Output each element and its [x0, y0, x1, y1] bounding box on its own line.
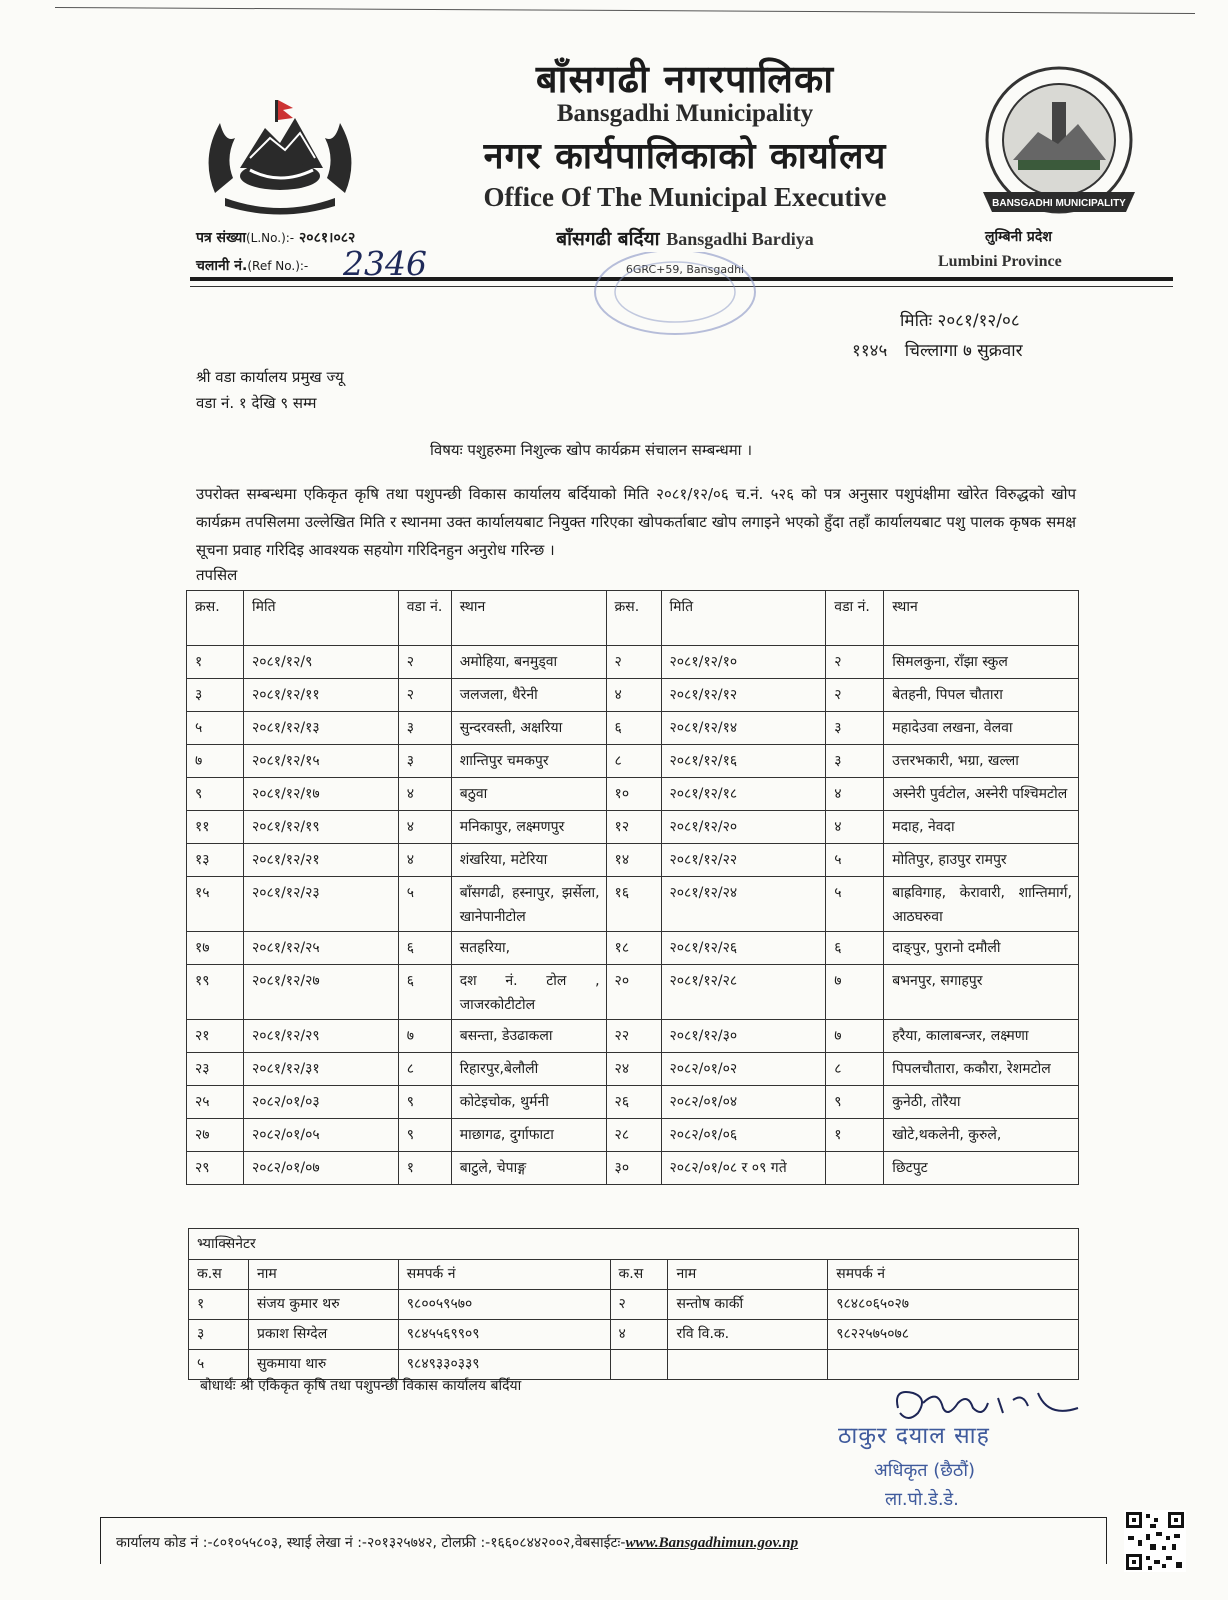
schedule-cell-sn: ५	[187, 712, 244, 745]
schedule-cell-sn: ८	[606, 745, 661, 778]
vaccinator-cell-contact: ९८४९३३०३३९	[398, 1350, 610, 1380]
signatory-name: ठाकुर दयाल साह	[838, 1423, 990, 1449]
schedule-cell-ward: १	[398, 1152, 451, 1185]
schedule-cell-sn: १८	[606, 932, 661, 965]
schedule-cell-ward: ७	[398, 1020, 451, 1053]
schedule-cell-date: २०८१/१२/१३	[243, 712, 398, 745]
schedule-cell-ward: ५	[826, 877, 884, 932]
handwritten-number: ११४५	[852, 341, 888, 361]
schedule-header-date: मिति	[661, 591, 826, 646]
schedule-cell-ward: ४	[826, 811, 884, 844]
schedule-cell-sn: १६	[606, 877, 661, 932]
schedule-cell-sn: ३	[187, 679, 244, 712]
schedule-cell-ward: ८	[826, 1053, 884, 1086]
location-en: Bansgadhi Bardiya	[666, 229, 814, 249]
vaccinator-cell-name: रवि वि.क.	[668, 1320, 828, 1350]
schedule-cell-date: २०८१/१२/१४	[661, 712, 826, 745]
vaccinator-cell-sn	[610, 1350, 668, 1380]
footer-codes: कार्यालय कोड नं :-८०१०५५८०३, स्थाई लेखा नं :-२०१३२५७४२, टोलफ्री :-१६६०८४४२००२,वेबसाईटः-	[116, 1535, 626, 1551]
schedule-row	[187, 1020, 1079, 1053]
schedule-cell-sn: २५	[187, 1086, 244, 1119]
schedule-cell-ward: ३	[826, 745, 884, 778]
schedule-cell-place: हरैया, कालाबन्जर, लक्ष्मणा	[884, 1020, 1079, 1053]
schedule-cell-place: अमोहिया, बनमुड्वा	[451, 646, 606, 679]
schedule-cell-place: बाह्रविगाह, केरावारी, शान्तिमार्ग, आठघरुवा	[884, 877, 1079, 932]
schedule-header-ward: वडा नं.	[826, 591, 884, 646]
schedule-cell-date: २०८२/०१/०८ र ०९ गते	[661, 1152, 826, 1185]
schedule-row	[187, 932, 1079, 965]
schedule-cell-place: बसन्ता, डेउढाकला	[451, 1020, 606, 1053]
schedule-cell-place: मदाह, नेवदा	[884, 811, 1079, 844]
vaccinator-row	[189, 1320, 1079, 1350]
schedule-cell-date: २०८१/१२/१८	[661, 778, 826, 811]
schedule-cell-sn: २०	[606, 965, 661, 1020]
schedule-cell-ward: २	[826, 646, 884, 679]
schedule-row	[187, 1053, 1079, 1086]
reference-number	[196, 256, 308, 275]
schedule-cell-sn: १९	[187, 965, 244, 1020]
schedule-cell-date: २०८१/१२/३०	[661, 1020, 826, 1053]
schedule-cell-ward: ४	[398, 844, 451, 877]
schedule-row	[187, 679, 1079, 712]
schedule-cell-date: २०८१/१२/२६	[661, 932, 826, 965]
schedule-cell-ward: ५	[826, 844, 884, 877]
schedule-cell-ward: ७	[826, 1020, 884, 1053]
schedule-cell-place: दश नं. टोल , जाजरकोटीटोल	[451, 965, 606, 1020]
schedule-cell-ward: ४	[398, 811, 451, 844]
vaccinator-cell-contact: ९८४५५६९९०९	[398, 1320, 610, 1350]
schedule-cell-date: २०८२/०१/०२	[661, 1053, 826, 1086]
schedule-cell-place: सिमलकुना, राँझा स्कुल	[884, 646, 1079, 679]
vaccinator-cell-contact: ९८२२५७५०७८	[828, 1320, 1079, 1350]
vaccinator-table	[188, 1228, 1079, 1380]
vaccinator-header-sn: क.स	[189, 1260, 249, 1290]
schedule-cell-date: २०८१/१२/२९	[243, 1020, 398, 1053]
schedule-cell-sn: २१	[187, 1020, 244, 1053]
location-line	[415, 225, 955, 251]
schedule-cell-place: कुनेठी, तोरैया	[884, 1086, 1079, 1119]
schedule-row	[187, 965, 1079, 1020]
schedule-cell-sn: २८	[606, 1119, 661, 1152]
letter-date: मितिः २०८१/१२/०८	[900, 311, 1020, 331]
municipality-name-np: बाँसगढी नगरपालिका	[535, 57, 835, 101]
letter-date-day	[852, 338, 1023, 361]
vaccinator-cell-contact: ९८४८०६५०२७	[828, 1290, 1079, 1320]
schedule-cell-date: २०८१/१२/१५	[243, 745, 398, 778]
schedule-cell-ward: २	[398, 646, 451, 679]
subject-line: विषयः पशुहरुमा निशुल्क खोप कार्यक्रम संचालन सम्बन्धमा ।	[430, 441, 753, 459]
footer-website-link[interactable]: www.Bansgadhimun.gov.np	[625, 1535, 799, 1551]
schedule-cell-date: २०८२/०१/०४	[661, 1086, 826, 1119]
schedule-cell-sn: ७	[187, 745, 244, 778]
location-np: बाँसगढी बर्दिया	[556, 228, 660, 250]
schedule-cell-date: २०८१/१२/२७	[243, 965, 398, 1020]
schedule-row	[187, 712, 1079, 745]
schedule-cell-ward: ६	[826, 932, 884, 965]
schedule-cell-place: शान्तिपुर चमकपुर	[451, 745, 606, 778]
schedule-cell-date: २०८१/१२/२४	[661, 877, 826, 932]
office-stamp-icon	[590, 252, 760, 342]
vaccinator-header-sn: क.स	[610, 1260, 668, 1290]
schedule-cell-ward: ३	[826, 712, 884, 745]
date-day: चिल्लागा ७ सुक्रवार	[904, 341, 1023, 361]
schedule-cell-ward: ८	[398, 1053, 451, 1086]
letter-number-label: पत्र संख्या	[196, 230, 246, 246]
schedule-cell-date: २०८१/१२/१२	[661, 679, 826, 712]
footer-info	[116, 1533, 798, 1552]
schedule-row	[187, 745, 1079, 778]
schedule-header-ward: वडा नं.	[398, 591, 451, 646]
schedule-cell-date: २०८१/१२/२८	[661, 965, 826, 1020]
qr-code-icon	[1124, 1510, 1186, 1572]
schedule-cell-sn: ११	[187, 811, 244, 844]
letter-number-en: (L.No.):-	[245, 231, 295, 245]
schedule-cell-ward: ६	[398, 932, 451, 965]
schedule-cell-place: मनिकापुर, लक्ष्मणपुर	[451, 811, 606, 844]
schedule-cell-ward: २	[398, 679, 451, 712]
vaccinator-cell-name: प्रकाश सिग्देल	[248, 1320, 398, 1350]
vaccinator-caption: भ्याक्सिनेटर	[189, 1229, 1079, 1260]
schedule-cell-sn: ४	[606, 679, 661, 712]
vaccinator-cell-sn: १	[189, 1290, 249, 1320]
schedule-cell-ward: २	[826, 679, 884, 712]
schedule-cell-place: बठुवा	[451, 778, 606, 811]
schedule-cell-sn: १५	[187, 877, 244, 932]
vaccinator-cell-contact	[828, 1350, 1079, 1380]
schedule-cell-place: खोटे,थकलेनी, कुरुले,	[884, 1119, 1079, 1152]
ref-number-label: चलानी नं.	[196, 258, 248, 274]
schedule-cell-sn: १२	[606, 811, 661, 844]
schedule-row	[187, 811, 1079, 844]
schedule-cell-date: २०८१/१२/२५	[243, 932, 398, 965]
schedule-cell-date: २०८१/१२/१७	[243, 778, 398, 811]
schedule-cell-place: सतहरिया,	[451, 932, 606, 965]
schedule-cell-sn: २९	[187, 1152, 244, 1185]
schedule-cell-place: छिटपुट	[884, 1152, 1079, 1185]
schedule-cell-sn: २२	[606, 1020, 661, 1053]
schedule-cell-date: २०८१/१२/१०	[661, 646, 826, 679]
schedule-cell-ward: ३	[398, 745, 451, 778]
schedule-cell-place: पिपलचौतारा, ककौरा, रेशमटोल	[884, 1053, 1079, 1086]
schedule-header-sn: क्रस.	[606, 591, 661, 646]
schedule-cell-date: २०८२/०१/०५	[243, 1119, 398, 1152]
letter-body: उपरोक्त सम्बन्धमा एकिकृत कृषि तथा पशुपन्छी विकास कार्यालय बर्दियाको मिति २०८१/१२/०६ च.नं. ५२६ को पत्र अनुसार पशुपंक्षीमा खोरेत विरुद्धको खोप कार्यक्रम तपसिलमा उल्लेखित मिति र स्थानमा उक्त कार्यालयबाट नियुक्त गरिएका खोपकर्ताबाट खोप लगाइने भएको हुँदा तहाँ कार्यालयबाट पशु पालक कृषक समक्ष सूचना प्रवाह गरिदिइ आवश्यक सहयोग गरिदिनहुन अनुरोध गरिन्छ ।	[196, 485, 1076, 559]
schedule-header-place: स्थान	[884, 591, 1079, 646]
schedule-row	[187, 844, 1079, 877]
vaccinator-cell-sn: ५	[189, 1350, 249, 1380]
schedule-cell-place: बभनपुर, सगाहपुर	[884, 965, 1079, 1020]
schedule-cell-sn: १	[187, 646, 244, 679]
vaccinator-header-contact: समपर्क नं	[398, 1260, 610, 1290]
schedule-cell-sn: १३	[187, 844, 244, 877]
schedule-cell-ward: ४	[398, 778, 451, 811]
schedule-cell-sn: १४	[606, 844, 661, 877]
schedule-row	[187, 778, 1079, 811]
municipality-seal-icon	[978, 62, 1140, 230]
top-border	[55, 7, 1195, 14]
schedule-header-date: मिति	[243, 591, 398, 646]
schedule-cell-place: उत्तरभकारी, भग्रा, खल्ला	[884, 745, 1079, 778]
province-np: लुम्बिनी प्रदेश	[985, 229, 1052, 245]
schedule-cell-date: २०८१/१२/९	[243, 646, 398, 679]
addressee-line-1: श्री वडा कार्यालय प्रमुख ज्यू	[196, 368, 344, 386]
schedule-cell-date: २०८१/१२/३१	[243, 1053, 398, 1086]
schedule-cell-date: २०८१/१२/११	[243, 679, 398, 712]
signatory-title: अधिकृत (छैठौं)	[874, 1460, 976, 1481]
schedule-cell-sn: ९	[187, 778, 244, 811]
schedule-cell-ward: १	[826, 1119, 884, 1152]
schedule-cell-ward: ४	[826, 778, 884, 811]
schedule-row	[187, 1119, 1079, 1152]
schedule-cell-sn: २७	[187, 1119, 244, 1152]
schedule-cell-place: मोतिपुर, हाउपुर रामपुर	[884, 844, 1079, 877]
schedule-cell-ward: ६	[398, 965, 451, 1020]
schedule-header-row	[187, 591, 1079, 646]
schedule-cell-ward: ३	[398, 712, 451, 745]
vaccinator-row	[189, 1350, 1079, 1380]
schedule-cell-place: माछागढ, दुर्गाफाटा	[451, 1119, 606, 1152]
schedule-row	[187, 1152, 1079, 1185]
schedule-cell-ward: ५	[398, 877, 451, 932]
schedule-cell-sn: ३०	[606, 1152, 661, 1185]
schedule-cell-date: २०८१/१२/१९	[243, 811, 398, 844]
vaccinator-cell-name: सन्तोष कार्की	[668, 1290, 828, 1320]
vaccinator-header-name: नाम	[668, 1260, 828, 1290]
office-name-en: Office Of The Municipal Executive	[483, 182, 887, 212]
schedule-cell-place: बेतहनी, पिपल चौतारा	[884, 679, 1079, 712]
schedule-cell-place: शंखरिया, मटेरिया	[451, 844, 606, 877]
schedule-cell-sn: १७	[187, 932, 244, 965]
vaccinator-row	[189, 1290, 1079, 1320]
schedule-cell-place: जलजला, धैरेनी	[451, 679, 606, 712]
cc-line: बोधार्थः श्री एकिकृत कृषि तथा पशुपन्छी विकास कार्यालय बर्दिया	[200, 1378, 522, 1394]
schedule-row	[187, 877, 1079, 932]
schedule-cell-date: २०८१/१२/२०	[661, 811, 826, 844]
ref-number-en: (Ref No.):-	[247, 259, 309, 273]
province-en: Lumbini Province	[938, 253, 1062, 270]
schedule-cell-ward: ९	[398, 1119, 451, 1152]
vaccinator-cell-name: संजय कुमार थरु	[248, 1290, 398, 1320]
letter-number	[196, 228, 355, 247]
schedule-cell-place: रिहारपुर,बेलौली	[451, 1053, 606, 1086]
vaccinator-header-contact: समपर्क नं	[828, 1260, 1079, 1290]
vaccinator-cell-sn: ३	[189, 1320, 249, 1350]
ref-number-handwritten: 2346	[343, 244, 427, 283]
schedule-cell-date: २०८१/१२/२३	[243, 877, 398, 932]
schedule-cell-sn: २३	[187, 1053, 244, 1086]
schedule-header-place: स्थान	[451, 591, 606, 646]
schedule-cell-date: २०८२/०१/०३	[243, 1086, 398, 1119]
vaccinator-cell-name	[668, 1350, 828, 1380]
schedule-cell-date: २०८२/०१/०७	[243, 1152, 398, 1185]
vaccinator-header-name: नाम	[248, 1260, 398, 1290]
schedule-cell-ward: ९	[398, 1086, 451, 1119]
schedule-cell-sn: २६	[606, 1086, 661, 1119]
vaccinator-cell-sn: २	[610, 1290, 668, 1320]
schedule-row	[187, 646, 1079, 679]
schedule-cell-date: २०८१/१२/२१	[243, 844, 398, 877]
schedule-cell-place: महादेउवा लखना, वेलवा	[884, 712, 1079, 745]
schedule-cell-date: २०८१/१२/२२	[661, 844, 826, 877]
vaccinator-cell-name: सुकमाया थारु	[248, 1350, 398, 1380]
vaccinator-cell-contact: ९८००५९५७०	[398, 1290, 610, 1320]
addressee-line-2: वडा नं. १ देखि ९ सम्म	[196, 394, 317, 412]
office-name-np: नगर कार्यपालिकाको कार्यालय	[483, 136, 887, 177]
schedule-cell-sn: १०	[606, 778, 661, 811]
vaccinator-header-row	[189, 1260, 1079, 1290]
schedule-cell-place: बाटुले, चेपाङ्ग	[451, 1152, 606, 1185]
schedule-cell-sn: २	[606, 646, 661, 679]
nepal-emblem-icon	[195, 98, 365, 218]
vaccination-schedule-table	[186, 590, 1079, 1185]
schedule-cell-ward: ७	[826, 965, 884, 1020]
letter-number-value: २०८१।०८२	[299, 230, 356, 246]
seal-text: BANSGADHI MUNICIPALITY	[992, 198, 1126, 209]
schedule-cell-ward: ९	[826, 1086, 884, 1119]
schedule-label: तपसिल	[196, 566, 238, 584]
schedule-cell-place: कोटेइचोक, थुर्मनी	[451, 1086, 606, 1119]
plus-code: 6GRC+59, Bansgadhi	[625, 263, 745, 276]
schedule-cell-date: २०८१/१२/१६	[661, 745, 826, 778]
schedule-cell-date: २०८२/०१/०६	[661, 1119, 826, 1152]
signatory-abbr: ला.पो.डे.डे.	[885, 1489, 959, 1510]
vaccinator-cell-sn: ४	[610, 1320, 668, 1350]
vaccinator-caption-row	[189, 1229, 1079, 1260]
schedule-cell-sn: ६	[606, 712, 661, 745]
schedule-cell-place: दाङ्पुर, पुरानो दमौली	[884, 932, 1079, 965]
schedule-row	[187, 1086, 1079, 1119]
schedule-cell-place: बाँसगढी, हस्नापुर, झर्सेला, खानेपानीटोल	[451, 877, 606, 932]
schedule-cell-ward	[826, 1152, 884, 1185]
schedule-cell-place: सुन्दरवस्ती, अक्षरिया	[451, 712, 606, 745]
schedule-cell-sn: २४	[606, 1053, 661, 1086]
schedule-cell-place: अस्नेरी पुर्वटोल, अस्नेरी पश्चिमटोल	[884, 778, 1079, 811]
schedule-header-sn: क्रस.	[187, 591, 244, 646]
municipality-name-en: Bansgadhi Municipality	[556, 100, 814, 127]
